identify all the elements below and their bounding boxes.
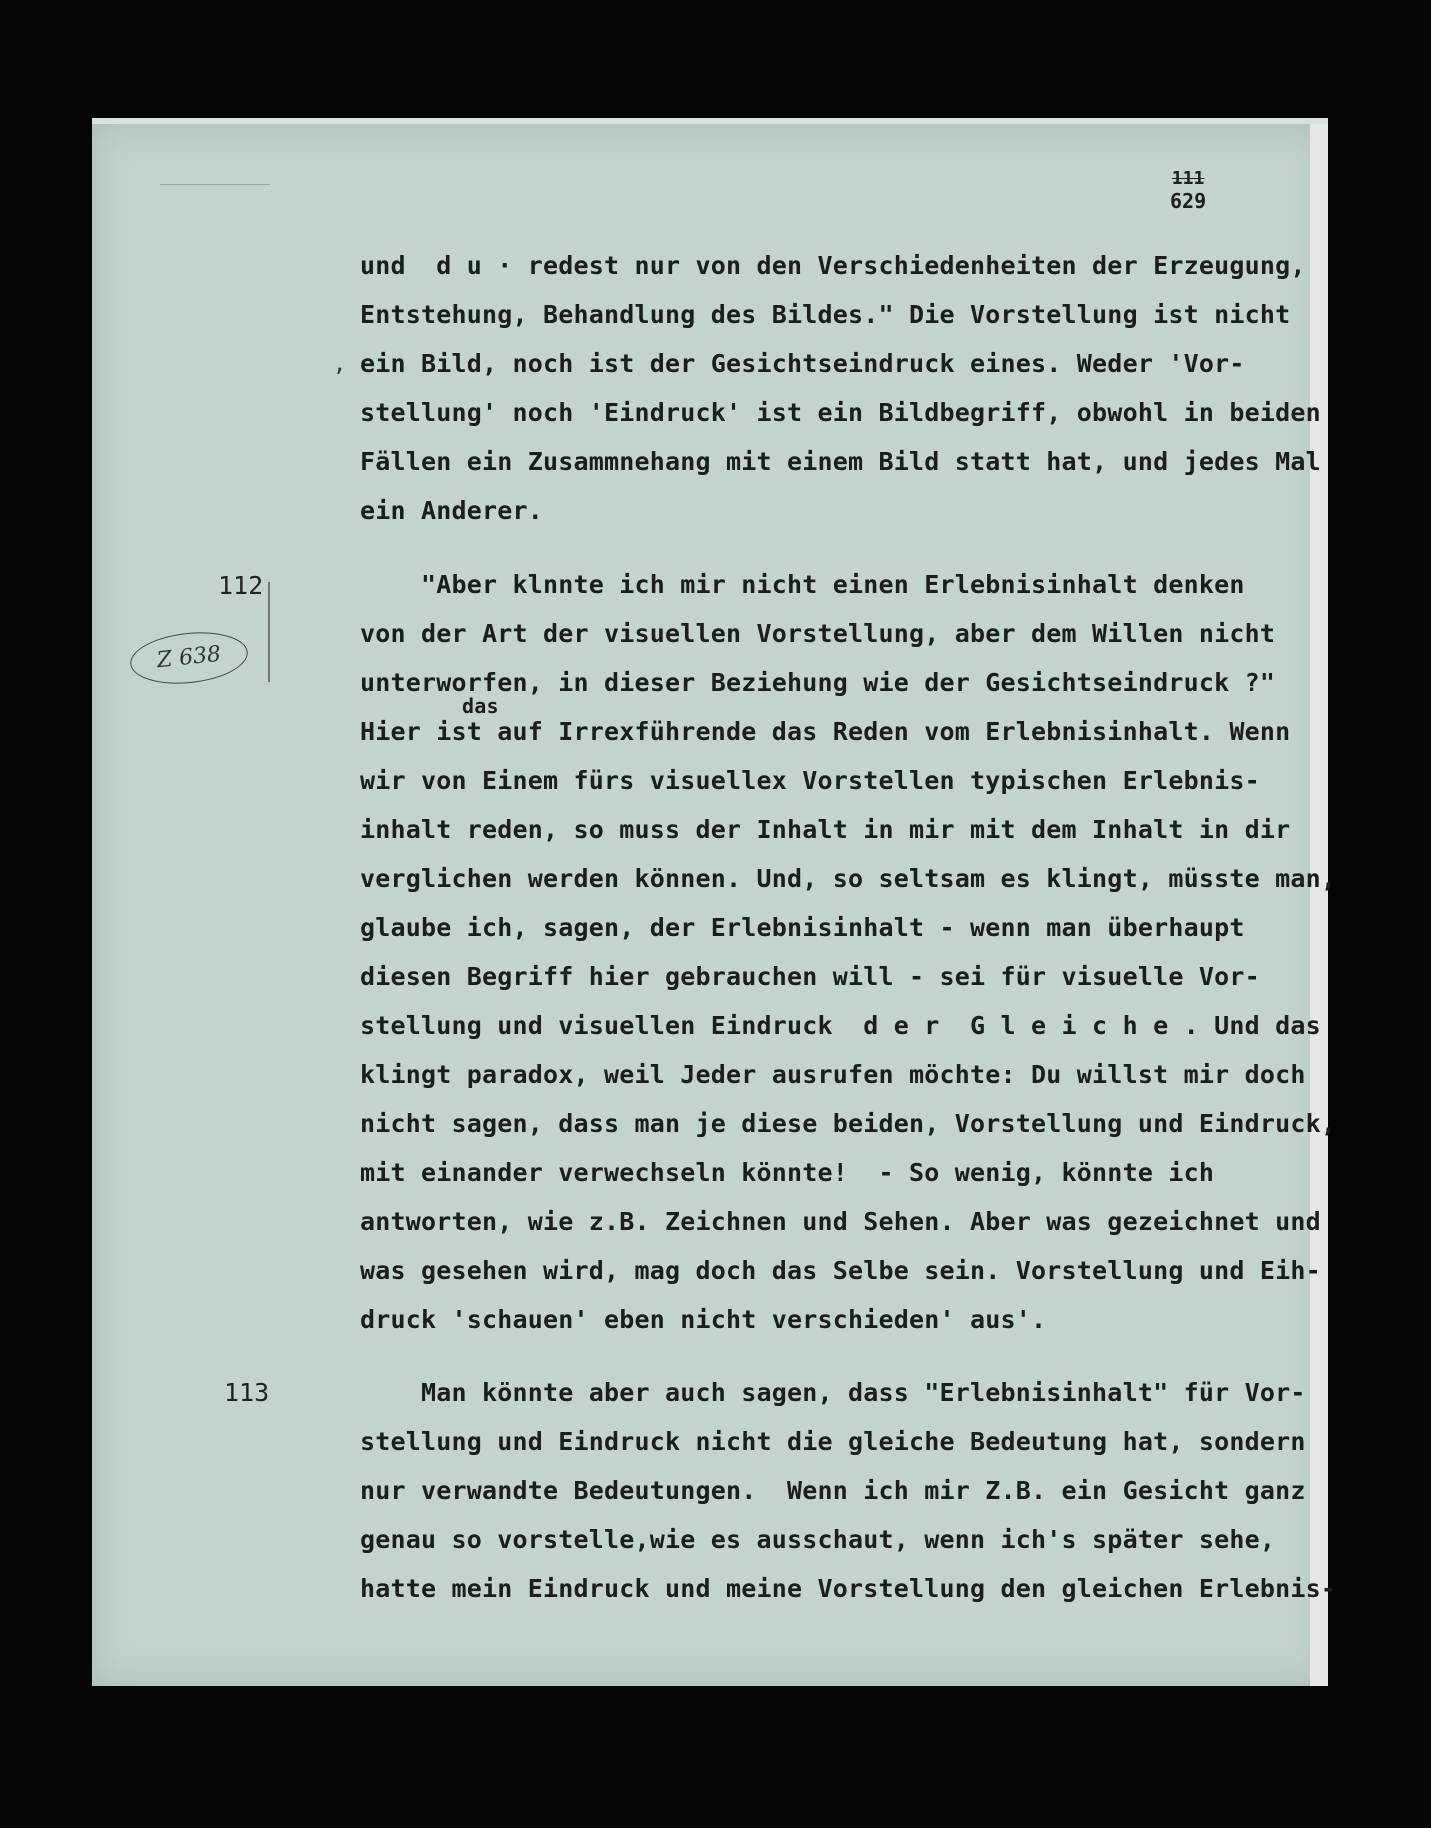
circled-reference: Z 638 [128, 627, 251, 689]
text-line: hatte mein Eindruck und meine Vorstellung den gleichen Erlebnis- [360, 1574, 1337, 1603]
page-number-current: 629 [1170, 189, 1207, 213]
text-line: mit einander verwechseln könnte! - So wenig, könnte ich [360, 1158, 1215, 1187]
text-line: inhalt reden, so muss der Inhalt in mir mit dem Inhalt in dir [360, 815, 1291, 844]
text-line: nur verwandte Bedeutungen. Wenn ich mir Z.B. ein Gesicht ganz [360, 1476, 1306, 1505]
page-number-old: 111 [1171, 168, 1205, 189]
text-line: ein Anderer. [360, 496, 544, 525]
text-line: wir von Einem fürs visuellex Vorstellen typischen Erlebnis- [360, 766, 1260, 795]
text-line: was gesehen wird, mag doch das Selbe sein. Vorstellung und Eih- [360, 1256, 1321, 1285]
text-line: von der Art der visuellen Vorstellung, aber dem Willen nicht [360, 619, 1276, 648]
text-line: genau so vorstelle,wie es ausschaut, wenn ich's später sehe, [360, 1525, 1276, 1554]
text-line: "Aber klnnte ich mir nicht einen Erlebnisinhalt denken [360, 570, 1245, 599]
text-line: Entstehung, Behandlung des Bildes." Die Vorstellung ist nicht [360, 300, 1291, 329]
margin-number-112: 112 [218, 571, 264, 600]
text-line: druck 'schauen' eben nicht verschieden' aus'. [360, 1305, 1047, 1334]
text-line: stellung und visuellen Eindruck d e r G l e i c h e . Und das [360, 1011, 1321, 1040]
text-line: stellung und Eindruck nicht die gleiche Bedeutung hat, sondern [360, 1427, 1306, 1456]
margin-tick: , [333, 352, 347, 377]
text-line: stellung' noch 'Eindruck' ist ein Bildbegriff, obwohl in beiden [360, 398, 1321, 427]
text-line: ein Bild, noch ist der Gesichtseindruck eines. Weder 'Vor- [360, 349, 1245, 378]
text-line: antworten, wie z.B. Zeichnen und Sehen. Aber was gezeichnet und [360, 1207, 1321, 1236]
text-line: verglichen werden können. Und, so seltsam es klingt, müsste man, [360, 864, 1337, 893]
text-line: Fällen ein Zusammnehang mit einem Bild statt hat, und jedes Mal [360, 447, 1321, 476]
text-line: Hier ist auf Irrexführende das Reden vom Erlebnisinhalt. Wenn [360, 717, 1291, 746]
margin-bar [268, 582, 270, 682]
text-line: unterworfen, in dieser Beziehung wie der Gesichtseindruck ?" [360, 668, 1276, 697]
text-line: nicht sagen, dass man je diese beiden, Vorstellung und Eindruck, [360, 1109, 1337, 1138]
text-line: Man könnte aber auch sagen, dass "Erlebnisinhalt" für Vor- [360, 1378, 1306, 1407]
margin-number-113: 113 [224, 1378, 270, 1407]
text-line: klingt paradox, weil Jeder ausrufen möchte: Du willst mir doch [360, 1060, 1306, 1089]
interlinear-insertion: das [462, 694, 499, 718]
text-line: und d u · redest nur von den Verschiedenheiten der Erzeugung, [360, 251, 1306, 280]
text-line: glaube ich, sagen, der Erlebnisinhalt - wenn man überhaupt [360, 913, 1245, 942]
page-number [1170, 168, 1206, 212]
text-line: diesen Begriff hier gebrauchen will - sei für visuelle Vor- [360, 962, 1260, 991]
